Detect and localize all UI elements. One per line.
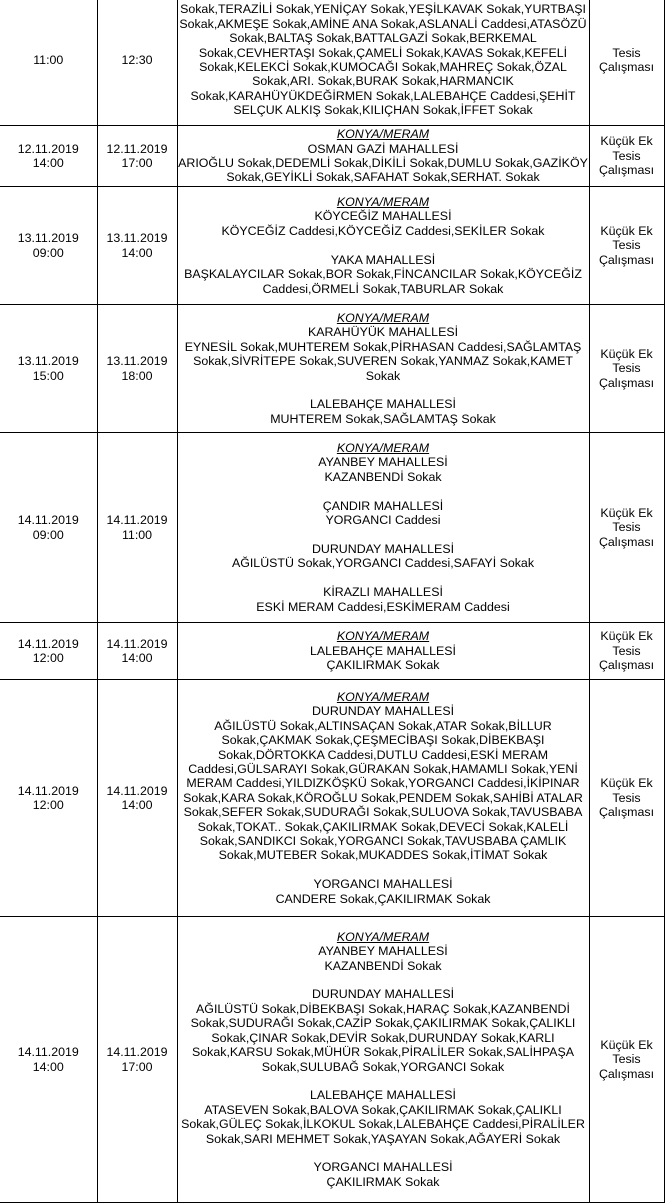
paragraph-gap <box>178 1074 589 1088</box>
work-type-text: Tesis <box>612 238 641 253</box>
neighborhood-name: DURUNDAY MAHALLESİ <box>311 541 455 556</box>
end-time: 17:00 <box>121 156 153 170</box>
end-time: 14:00 <box>121 245 153 260</box>
work-type-text: Çalışması <box>598 60 655 74</box>
neighborhood-name: YORGANCI MAHALLESİ <box>313 877 453 892</box>
start-date: 12.11.2019 <box>17 141 79 156</box>
work-type-text: Tesis <box>612 1052 641 1067</box>
street-list-line: Sokak,AKMEŞE Sokak,AMİNE ANA Sokak,ASLANALİ Caddesi,ATASÖZÜ <box>179 16 587 31</box>
start-datetime-cell <box>0 126 97 187</box>
schedule-row <box>0 917 664 1203</box>
end-date: 14.11.2019 <box>106 783 168 798</box>
work-type-text: Tesis <box>612 361 641 376</box>
affected-locations-cell <box>177 305 589 433</box>
affected-locations-cell <box>177 187 589 305</box>
start-date: 13.11.2019 <box>17 354 79 369</box>
paragraph-gap <box>178 484 589 498</box>
start-datetime-cell <box>0 305 97 433</box>
street-list-line: Sokak,DÖRTOKKA Caddesi,DUTLU Caddesi,ESKİ MERAM <box>217 747 549 762</box>
street-list-line: ARIOĞLU Sokak,DEDEMLİ Sokak,DİKİLİ Sokak,DUMLU Sokak,GAZİKÖY <box>178 156 588 170</box>
work-type-cell <box>589 623 664 680</box>
work-type-text: Çalışması <box>598 375 655 390</box>
work-type-text: Çalışması <box>598 163 655 178</box>
street-list-line: Sokak,KELEKCİ Sokak,KUMOCAĞI Sokak,MAHREÇ Sokak,ÖZAL <box>199 60 567 74</box>
work-type-text: Çalışması <box>598 805 655 820</box>
start-time: 15:00 <box>32 368 64 383</box>
street-list-line: Sokak,SİVRİTEPE Sokak,SUVEREN Sokak,YANMAZ Sokak,KAMET <box>193 354 573 369</box>
start-time: 12:00 <box>32 651 64 665</box>
work-type-text: Çalışması <box>598 534 655 549</box>
province-district-heading: KONYA/MERAM <box>336 629 430 644</box>
schedule-row <box>0 126 664 187</box>
street-list-line: Sokak,SUDURAĞI Sokak,CAZİP Sokak,ÇAKILIRMAK Sokak,ÇALIKLI <box>190 1016 576 1031</box>
neighborhood-name: YORGANCI MAHALLESİ <box>313 1160 453 1175</box>
affected-locations-cell <box>177 433 589 623</box>
street-list-line: EYNESİL Sokak,MUHTEREM Sokak,PİRHASAN Caddesi,SAĞLAMTAŞ <box>184 339 582 354</box>
end-time: 12:30 <box>121 52 153 67</box>
street-list-line: Sokak,SULUBAĞ Sokak,YORGANCI Sokak <box>261 1059 505 1074</box>
neighborhood-name: LALEBAHÇE MAHALLESİ <box>310 1088 456 1103</box>
end-datetime-cell <box>97 126 177 187</box>
work-type-text: Küçük Ek <box>600 505 653 520</box>
work-type-cell <box>589 680 664 917</box>
neighborhood-name: KARAHÜYÜK MAHALLESİ <box>307 325 459 340</box>
end-datetime-cell <box>97 680 177 917</box>
street-list-line: Sokak,ARI. Sokak,BURAK Sokak,HARMANCIK <box>252 74 514 89</box>
paragraph-gap <box>178 1146 589 1160</box>
paragraph-gap <box>178 571 589 585</box>
end-date: 12.11.2019 <box>106 141 168 156</box>
paragraph-gap <box>178 973 589 987</box>
start-date: 14.11.2019 <box>17 783 79 798</box>
end-time: 18:00 <box>121 368 153 383</box>
street-list-line: Sokak,ÇAKMAK Sokak,ÇEŞMECİBAŞI Sokak,DİBEKBAŞI <box>221 733 545 748</box>
start-datetime-cell <box>0 623 97 680</box>
street-list-line: KÖYCEĞİZ Caddesi,KÖYCEĞİZ Caddesi,SEKİLER Sokak <box>221 223 545 238</box>
street-list-line: Sokak,KARAHÜYÜKDEĞİRMEN Sokak,LALEBAHÇE Caddesi,ŞEHİT <box>190 88 576 103</box>
paragraph-gap <box>178 528 589 542</box>
neighborhood-name: DURUNDAY MAHALLESİ <box>311 704 455 719</box>
street-list-line: Sokak,ÇINAR Sokak,DEVİR Sokak,DURUNDAY Sokak,KARLI <box>211 1030 555 1045</box>
schedule-row <box>0 0 664 126</box>
schedule-row <box>0 680 664 917</box>
neighborhood-name: DURUNDAY MAHALLESİ <box>311 987 455 1002</box>
start-date: 14.11.2019 <box>17 636 79 651</box>
street-list-line: AĞILÜSTÜ Sokak,YORGANCI Caddesi,SAFAYİ Sokak <box>231 556 535 571</box>
street-list-line: Sokak <box>365 368 401 383</box>
street-list-line: Sokak,KARSU Sokak,MÜHÜR Sokak,PİRALİLER Sokak,SALİHPAŞA <box>192 1045 574 1060</box>
affected-locations-cell <box>177 917 589 1203</box>
end-date: 14.11.2019 <box>106 513 168 528</box>
street-list-line: ESKİ MERAM Caddesi,ESKİMERAM Caddesi <box>256 599 510 614</box>
end-datetime-cell <box>97 433 177 623</box>
start-datetime-cell <box>0 0 97 126</box>
work-type-cell <box>589 433 664 623</box>
affected-locations-cell <box>177 680 589 917</box>
end-time: 14:00 <box>121 651 153 665</box>
neighborhood-name: KÖYCEĞİZ MAHALLESİ <box>314 209 452 224</box>
start-date: 14.11.2019 <box>17 1045 79 1060</box>
work-type-cell <box>589 126 664 187</box>
street-list-line: KAZANBENDİ Sokak <box>324 469 442 484</box>
street-list-line: ATASEVEN Sokak,BALOVA Sokak,ÇAKILIRMAK Sokak,ÇALIKLI <box>204 1102 562 1117</box>
street-list-line: KAZANBENDİ Sokak <box>324 958 442 973</box>
end-datetime-cell <box>97 0 177 126</box>
work-type-text: Küçük Ek <box>600 346 653 361</box>
end-time: 14:00 <box>121 798 153 812</box>
schedule-row <box>0 305 664 433</box>
neighborhood-name: LALEBAHÇE MAHALLESİ <box>310 397 456 412</box>
work-type-text: Çalışması <box>598 252 655 267</box>
end-time: 11:00 <box>121 527 153 542</box>
street-list-line: CANDERE Sokak,ÇAKILIRMAK Sokak <box>275 891 491 906</box>
province-district-heading: KONYA/MERAM <box>336 127 430 142</box>
street-list-line: Sokak,SARI MEHMET Sokak,YAŞAYAN Sokak,AĞAYERİ Sokak <box>205 1131 561 1146</box>
street-list-line: YORGANCI Caddesi <box>325 513 441 528</box>
work-type-cell <box>589 187 664 305</box>
work-type-text: Küçük Ek <box>600 223 653 238</box>
neighborhood-name: YAKA MAHALLESİ <box>330 252 436 267</box>
street-list-line: Sokak,SEFER Sokak,SUDURAĞI Sokak,SULUOVA Sokak,TAVUSBABA <box>183 805 583 820</box>
street-list-line: AĞILÜSTÜ Sokak,ALTINSAÇAN Sokak,ATAR Sokak,BİLLUR <box>214 718 552 733</box>
start-datetime-cell <box>0 917 97 1203</box>
end-time: 17:00 <box>121 1059 153 1074</box>
street-list-line: Caddesi,ÖRMELİ Sokak,TABURLAR Sokak <box>262 281 504 296</box>
start-time: 09:00 <box>32 527 64 542</box>
neighborhood-name: AYANBEY MAHALLESİ <box>318 455 448 470</box>
street-list-line: ÇAKILIRMAK Sokak <box>326 658 440 673</box>
end-date: 14.11.2019 <box>106 636 168 651</box>
street-list-line: AĞILÜSTÜ Sokak,DİBEKBAŞI Sokak,HARAÇ Sokak,KAZANBENDİ <box>196 1001 570 1016</box>
street-list-line: Sokak,TERAZİLİ Sokak,YENİÇAY Sokak,YEŞİLKAVAK Sokak,YURTBAŞI <box>180 2 586 17</box>
end-date: 14.11.2019 <box>106 1045 168 1060</box>
end-date: 13.11.2019 <box>106 231 168 246</box>
neighborhood-name: ÇANDIR MAHALLESİ <box>322 498 444 513</box>
street-list-line: Sokak,GEYİKLİ Sokak,SAFAHAT Sokak,SERHAT. Sokak <box>226 170 540 185</box>
paragraph-gap <box>178 383 589 397</box>
street-list-line: SELÇUK ALKIŞ Sokak,KILIÇHAN Sokak,İFFET Sokak <box>233 103 533 118</box>
end-date: 13.11.2019 <box>106 354 168 369</box>
paragraph-gap <box>178 863 589 877</box>
end-datetime-cell <box>97 305 177 433</box>
work-type-text: Çalışması <box>598 658 655 673</box>
work-type-cell <box>589 917 664 1203</box>
street-list-line: Sokak,TOKAT.. Sokak,ÇAKILIRMAK Sokak,DEVECİ Sokak,KALELİ <box>197 819 569 834</box>
affected-locations-cell <box>177 623 589 680</box>
neighborhood-name: KİRAZLI MAHALLESİ <box>323 585 443 600</box>
work-type-text: Küçük Ek <box>600 629 653 644</box>
street-list-line: MERAM Caddesi,YILDIZKÖŞKÜ Sokak,YORGANCI Caddesi,İKİPINAR <box>186 776 580 791</box>
schedule-row <box>0 433 664 623</box>
work-type-text: Küçük Ek <box>600 1037 653 1052</box>
start-datetime-cell <box>0 187 97 305</box>
province-district-heading: KONYA/MERAM <box>336 441 430 456</box>
neighborhood-name: LALEBAHÇE MAHALLESİ <box>310 643 456 658</box>
start-time: 11:00 <box>33 52 64 67</box>
street-list-line: Sokak,KARA Sokak,KÖROĞLU Sokak,PENDEM Sokak,SAHİBİ ATALAR <box>183 790 583 805</box>
schedule-row <box>0 187 664 305</box>
end-datetime-cell <box>97 187 177 305</box>
work-type-text: Küçük Ek <box>600 776 653 791</box>
street-list-line: ÇAKILIRMAK Sokak <box>326 1174 440 1189</box>
end-datetime-cell <box>97 623 177 680</box>
province-district-heading: KONYA/MERAM <box>336 195 430 210</box>
street-list-line: Sokak,SANDIKCI Sokak,YORGANCI Sokak,TAVUSBABA ÇAMLIK <box>199 834 567 849</box>
neighborhood-name: OSMAN GAZİ MAHALLESİ <box>307 141 459 156</box>
work-type-text: Küçük Ek <box>600 134 653 149</box>
work-type-text: Çalışması <box>598 1066 655 1081</box>
work-type-text: Tesis <box>612 643 641 658</box>
street-list-line: Sokak,MUTEBER Sokak,MUKADDES Sokak,İTİMAT Sokak <box>218 848 548 863</box>
street-list-line: Sokak,CEVHERTAŞI Sokak,ÇAMELİ Sokak,KAVAS Sokak,KEFELİ <box>198 45 568 60</box>
province-district-heading: KONYA/MERAM <box>336 310 430 325</box>
start-datetime-cell <box>0 433 97 623</box>
start-time: 14:00 <box>32 1059 64 1074</box>
start-time: 09:00 <box>32 245 64 260</box>
work-type-cell <box>589 305 664 433</box>
start-date: 13.11.2019 <box>17 231 79 246</box>
street-list-line: BAŞKALAYCILAR Sokak,BOR Sokak,FİNCANCILAR Sokak,KÖYCEĞİZ <box>184 267 582 282</box>
work-type-text: Tesis <box>612 148 641 163</box>
work-type-text: Tesis <box>612 45 641 60</box>
street-list-line: Sokak,GÜLEÇ Sokak,İLKOKUL Sokak,LALEBAHÇE Caddesi,PİRALİLER <box>181 1117 585 1132</box>
start-time: 14:00 <box>32 156 64 170</box>
affected-locations-cell <box>177 0 589 126</box>
start-date: 14.11.2019 <box>17 513 79 528</box>
schedule-row <box>0 623 664 680</box>
work-type-cell <box>589 0 664 126</box>
street-list-line: MUHTEREM Sokak,SAĞLAMTAŞ Sokak <box>270 411 496 426</box>
paragraph-gap <box>178 238 589 252</box>
province-district-heading: KONYA/MERAM <box>336 689 430 704</box>
street-list-line: Caddesi,GÜLSARAYI Sokak,GÜRAKAN Sokak,HAMAMLI Sokak,YENİ <box>188 761 578 776</box>
end-datetime-cell <box>97 917 177 1203</box>
street-list-line: Sokak,BALTAŞ Sokak,BATTALGAZİ Sokak,BERKEMAL <box>229 31 537 46</box>
work-type-text: Tesis <box>612 520 641 535</box>
affected-locations-cell <box>177 126 589 187</box>
start-time: 12:00 <box>32 798 64 812</box>
province-district-heading: KONYA/MERAM <box>336 929 430 944</box>
work-type-text: Tesis <box>612 790 641 805</box>
neighborhood-name: AYANBEY MAHALLESİ <box>318 944 448 959</box>
start-datetime-cell <box>0 680 97 917</box>
